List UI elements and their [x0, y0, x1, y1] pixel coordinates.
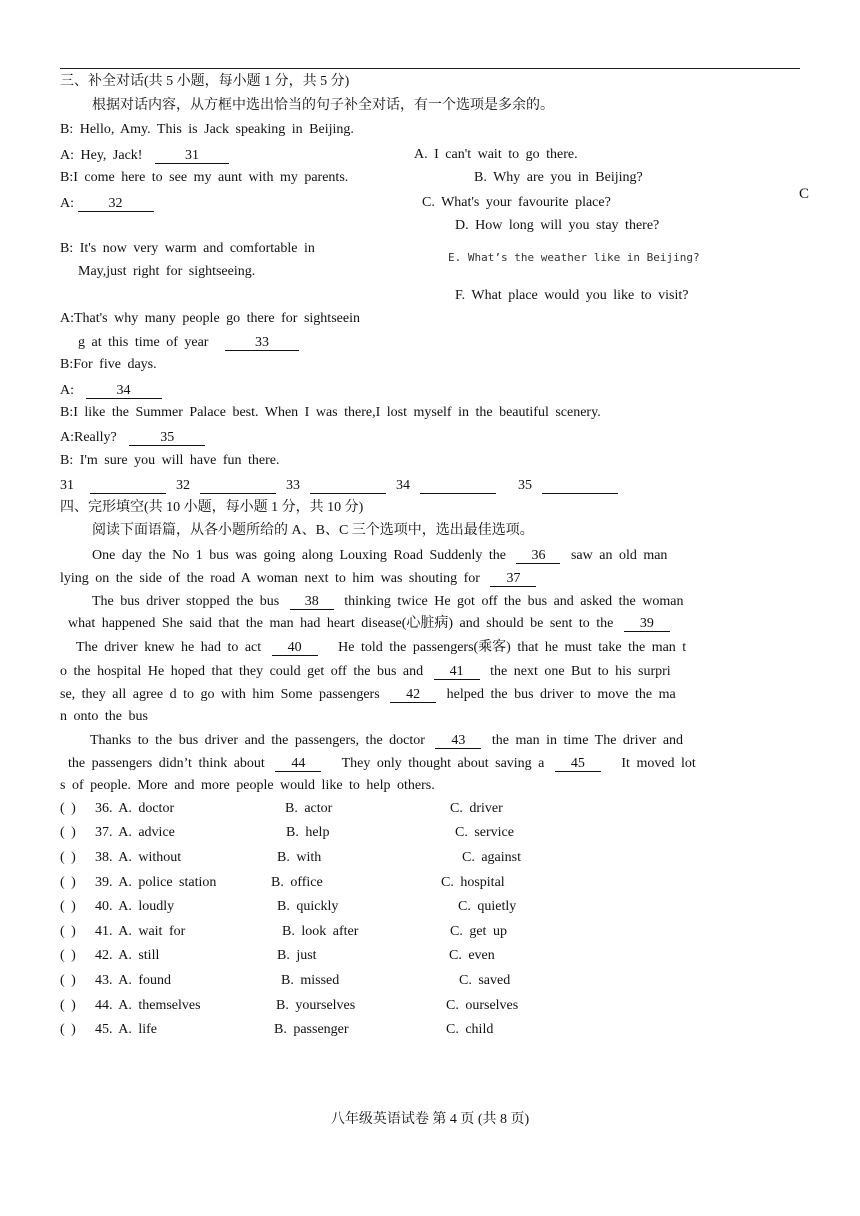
question-option-c: C. saved [459, 973, 511, 988]
answer-bracket[interactable]: ( ) [60, 924, 76, 939]
passage-line-8: n onto the bus [60, 709, 148, 724]
question-option-c: C. driver [450, 801, 503, 816]
dialogue-line-8-text: A: [60, 383, 74, 398]
option-a: A. I can't wait to go there. [414, 147, 578, 162]
option-f: F. What place would you like to visit? [455, 288, 689, 303]
section3-heading: 三、补全对话(共 5 小题，每小题 1 分，共 5 分) [60, 74, 350, 89]
answer-bracket[interactable]: ( ) [60, 801, 76, 816]
question-option-b: B. just [277, 948, 317, 963]
dialogue-line-8 [60, 383, 162, 399]
answer-bracket[interactable]: ( ) [60, 948, 76, 963]
dialogue-line-10 [60, 430, 205, 446]
passage-text: the passengers didn’t think about [68, 756, 265, 771]
answer-line-32[interactable] [200, 478, 276, 494]
passage-text: One day the No 1 bus was going along Louxing Road Suddenly the [92, 548, 506, 563]
dialogue-line-5a: B: It's now very warm and comfortable in [60, 241, 315, 256]
question-option-c: C. get up [450, 924, 507, 939]
dialogue-line-2-text: A: Hey, Jack! [60, 148, 143, 163]
answer-bracket[interactable]: ( ) [60, 825, 76, 840]
dialogue-line-10-text: A:Really? [60, 430, 117, 445]
answer-bracket[interactable]: ( ) [60, 973, 76, 988]
passage-line-5 [76, 640, 686, 656]
blank-35[interactable]: 35 [129, 430, 205, 446]
blank-40[interactable]: 40 [272, 640, 318, 656]
passage-text: Thanks to the bus driver and the passengers, the doctor [90, 733, 425, 748]
question-option-a: 38. A. without [95, 850, 182, 865]
dialogue-line-6b [78, 335, 299, 351]
passage-text: the man in time The driver and [491, 733, 684, 748]
blank-37[interactable]: 37 [490, 571, 536, 587]
question-option-c: C. ourselves [446, 998, 519, 1013]
answer-row [60, 478, 628, 494]
question-option-b: B. office [271, 875, 323, 890]
question-option-a: 42. A. still [95, 948, 160, 963]
question-option-c: C. service [455, 825, 514, 840]
dialogue-line-4 [60, 196, 154, 212]
blank-44[interactable]: 44 [275, 756, 321, 772]
dialogue-line-7: B:For five days. [60, 357, 157, 372]
blank-33[interactable]: 33 [225, 335, 299, 351]
answer-bracket[interactable]: ( ) [60, 875, 76, 890]
answer-bracket[interactable]: ( ) [60, 899, 76, 914]
blank-32[interactable]: 32 [78, 196, 154, 212]
question-option-a: 36. A. doctor [95, 801, 175, 816]
answer-line-33[interactable] [310, 478, 386, 494]
answer-label-31: 31 [60, 478, 74, 493]
passage-text: He told the passengers(乘客) that he must take the man t [338, 640, 687, 655]
passage-line-2 [60, 571, 536, 587]
question-option-b: B. missed [281, 973, 340, 988]
blank-45[interactable]: 45 [555, 756, 601, 772]
option-e: E. What’s the weather like in Beijing? [448, 251, 700, 264]
passage-text: The driver knew he had to act [76, 640, 262, 655]
side-mark: C [799, 186, 810, 202]
question-option-b: B. yourselves [276, 998, 356, 1013]
passage-text: se, they all agree d to go with him Some passengers [60, 687, 380, 702]
question-option-c: C. quietly [458, 899, 517, 914]
section4-instruction: 阅读下面语篇，从各小题所给的 A、B、C 三个选项中，选出最佳选项。 [92, 523, 534, 538]
passage-text: It moved lot [621, 756, 696, 771]
dialogue-line-2 [60, 148, 229, 164]
question-option-a: 40. A. loudly [95, 899, 175, 914]
question-option-c: C. even [449, 948, 495, 963]
question-option-a: 39. A. police station [95, 875, 217, 890]
passage-line-4 [68, 616, 670, 632]
answer-label-32: 32 [176, 478, 190, 493]
question-option-a: 41. A. wait for [95, 924, 186, 939]
passage-line-6 [60, 664, 671, 680]
passage-text: thinking twice He got off the bus and asked the woman [344, 594, 684, 609]
answer-bracket[interactable]: ( ) [60, 850, 76, 865]
question-option-b: B. look after [282, 924, 359, 939]
blank-41[interactable]: 41 [434, 664, 480, 680]
blank-39[interactable]: 39 [624, 616, 670, 632]
passage-line-11: s of people. More and more people would like to help others. [60, 778, 435, 793]
section3-instruction: 根据对话内容，从方框中选出恰当的句子补全对话，有一个选项是多余的。 [92, 98, 554, 113]
question-option-b: B. with [277, 850, 322, 865]
question-option-c: C. child [446, 1022, 494, 1037]
blank-34[interactable]: 34 [86, 383, 162, 399]
question-option-b: B. help [286, 825, 330, 840]
answer-bracket[interactable]: ( ) [60, 998, 76, 1013]
dialogue-line-3: B:I come here to see my aunt with my parents. [60, 170, 349, 185]
passage-text: what happened She said that the man had heart disease(心脏病) and should be sent to the [68, 616, 614, 631]
answer-line-35[interactable] [542, 478, 618, 494]
dialogue-line-5b: May,just right for sightseeing. [78, 264, 256, 279]
question-option-a: 44. A. themselves [95, 998, 201, 1013]
dialogue-line-6b-text: g at this time of year [78, 335, 209, 350]
passage-text: They only thought about saving a [341, 756, 545, 771]
question-option-a: 37. A. advice [95, 825, 175, 840]
dialogue-line-1: B: Hello, Amy. This is Jack speaking in Beijing. [60, 122, 354, 137]
page-footer: 八年级英语试卷 第 4 页 (共 8 页) [330, 1112, 530, 1127]
question-option-b: B. quickly [277, 899, 339, 914]
blank-43[interactable]: 43 [435, 733, 481, 749]
dialogue-line-9: B:I like the Summer Palace best. When I was there,I lost myself in the beautiful scenery. [60, 405, 601, 420]
passage-line-7 [60, 687, 676, 703]
answer-label-34: 34 [396, 478, 410, 493]
passage-line-3 [92, 594, 683, 610]
dialogue-line-4-text: A: [60, 196, 74, 211]
option-d: D. How long will you stay there? [455, 218, 660, 233]
passage-line-1 [92, 548, 667, 564]
passage-text: helped the bus driver to move the ma [446, 687, 676, 702]
passage-text: saw an old man [570, 548, 668, 563]
top-rule [60, 68, 800, 69]
blank-31[interactable]: 31 [155, 148, 229, 164]
section4-heading: 四、完形填空(共 10 小题，每小题 1 分，共 10 分) [60, 500, 364, 515]
passage-text: lying on the side of the road A woman next to him was shouting for [60, 571, 480, 586]
question-option-b: B. passenger [274, 1022, 349, 1037]
dialogue-line-6a: A:That's why many people go there for sightseein [60, 311, 360, 326]
answer-label-33: 33 [286, 478, 300, 493]
passage-text: o the hospital He hoped that they could get off the bus and [60, 664, 424, 679]
passage-line-10 [68, 756, 696, 772]
question-option-a: 43. A. found [95, 973, 171, 988]
answer-line-31[interactable] [90, 478, 166, 494]
dialogue-line-11: B: I'm sure you will have fun there. [60, 453, 280, 468]
question-option-b: B. actor [285, 801, 333, 816]
blank-36[interactable]: 36 [516, 548, 560, 564]
answer-bracket[interactable]: ( ) [60, 1022, 76, 1037]
question-option-c: C. hospital [441, 875, 505, 890]
answer-line-34[interactable] [420, 478, 496, 494]
question-option-a: 45. A. life [95, 1022, 157, 1037]
option-c: C. What's your favourite place? [422, 195, 611, 210]
option-b: B. Why are you in Beijing? [474, 170, 643, 185]
passage-line-9 [90, 733, 683, 749]
passage-text: the next one But to his surpri [490, 664, 671, 679]
blank-42[interactable]: 42 [390, 687, 436, 703]
passage-text: The bus driver stopped the bus [92, 594, 280, 609]
blank-38[interactable]: 38 [290, 594, 334, 610]
question-option-c: C. against [462, 850, 521, 865]
answer-label-35: 35 [518, 478, 532, 493]
